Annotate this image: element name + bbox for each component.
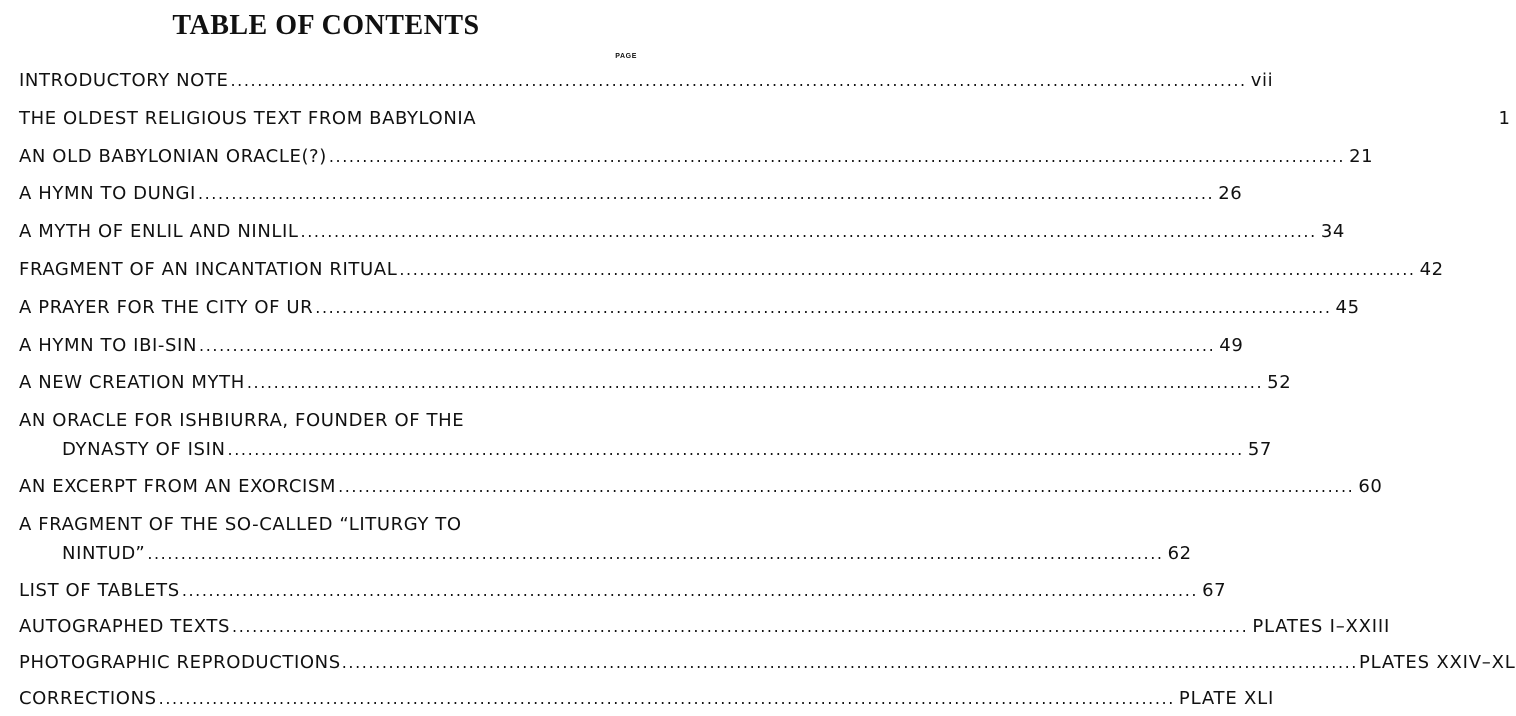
- toc-entry-title: LIST OF TABLETS: [19, 580, 180, 602]
- toc-entry-title: A NEW CREATION MYTH: [19, 372, 245, 394]
- toc-entry-page: 26: [1218, 183, 1243, 205]
- toc-entry-page: 57: [1247, 439, 1272, 461]
- leader-dots: ........................................................................................................................................................: [181, 581, 1199, 601]
- leader-dots: ........................................................................................................................................................: [246, 373, 1264, 393]
- toc-entry-title: THE OLDEST RELIGIOUS TEXT FROM BABYLONIA: [19, 107, 477, 129]
- toc-entry-page: PLATES I–XXIII: [1252, 616, 1391, 638]
- toc-entry-title: A HYMN TO DUNGI: [19, 183, 196, 205]
- toc-entry-oracle-for-ishbiurra-continued[interactable]: [62, 439, 1272, 461]
- toc-entry-hymn-to-ibi-sin[interactable]: [19, 334, 1244, 356]
- toc-entry-page: 60: [1358, 476, 1383, 498]
- toc-entry-title: PHOTOGRAPHIC REPRODUCTIONS: [19, 652, 341, 674]
- toc-entry-list-of-tablets[interactable]: [19, 580, 1227, 602]
- toc-entry-title-line1: A FRAGMENT OF THE SO-CALLED “LITURGY TO: [19, 514, 462, 536]
- toc-entry-page: 45: [1335, 296, 1360, 318]
- leader-dots: ........................................................................................................................................................: [158, 689, 1175, 708]
- leader-dots: ........................................................................................................................................................: [232, 617, 1249, 637]
- toc-entry-title: CORRECTIONS: [19, 688, 157, 709]
- toc-entry-excerpt-from-exorcism[interactable]: [19, 476, 1383, 498]
- toc-entry-page: 67: [1202, 580, 1227, 602]
- toc-entry-page: 52: [1267, 372, 1292, 394]
- toc-entry-page: 34: [1320, 221, 1345, 243]
- toc-entry-oldest-religious-text[interactable]: [19, 107, 1511, 129]
- toc-entry-page: 62: [1167, 543, 1192, 565]
- toc-entry-title: A HYMN TO IBI-SIN: [19, 334, 198, 356]
- toc-entry-title: A MYTH OF ENLIL AND NINLIL: [19, 221, 299, 243]
- toc-entry-corrections[interactable]: [19, 688, 1275, 709]
- leader-dots: ........................................................................................................................................................: [399, 259, 1416, 279]
- toc-entry-oracle-for-ishbiurra[interactable]: [19, 410, 635, 431]
- leader-dots: ........................................................................................................................................................: [227, 440, 1244, 460]
- toc-entry-title: AUTOGRAPHED TEXTS: [19, 616, 231, 638]
- toc-entry-title-line2: NINTUD”: [62, 543, 146, 565]
- toc-entry-title: AN EXCERPT FROM AN EXORCISM: [19, 476, 337, 498]
- toc-entry-page: 21: [1349, 145, 1374, 167]
- page-column-label: PAGE: [615, 53, 637, 60]
- toc-entry-title-line2: DYNASTY OF ISIN: [62, 439, 226, 461]
- toc-entry-liturgy-to-nintud[interactable]: [19, 514, 635, 535]
- toc-entry-title: A PRAYER FOR THE CITY OF UR: [19, 296, 314, 318]
- toc-entry-title: INTRODUCTORY NOTE: [19, 70, 229, 91]
- toc-entry-liturgy-to-nintud-continued[interactable]: [62, 543, 1192, 565]
- leader-dots: ........................................................................................................................................................: [328, 146, 1346, 166]
- leader-dots: ........................................................................................................................................................: [341, 653, 1358, 673]
- toc-entry-photographic-reproductions[interactable]: [19, 652, 1516, 674]
- toc-entry-page: vii: [1250, 70, 1274, 91]
- toc-entry-introductory-note[interactable]: [19, 70, 1274, 91]
- leader-dots: ........................................................................................................................................................: [315, 297, 1332, 317]
- toc-entry-prayer-for-ur[interactable]: [19, 296, 1360, 318]
- toc-entry-page: 42: [1419, 258, 1444, 280]
- toc-entry-title: FRAGMENT OF AN INCANTATION RITUAL: [19, 258, 398, 280]
- leader-dots: ........................................................................................................................................................: [197, 184, 1215, 204]
- leader-dots: ........................................................................................................................................................: [230, 71, 1247, 90]
- page-title: TABLE OF CONTENTS: [172, 10, 480, 41]
- toc-entry-new-creation-myth[interactable]: [19, 372, 1292, 394]
- toc-entry-myth-of-enlil[interactable]: [19, 221, 1345, 243]
- leader-dots: ........................................................................................................................................................: [338, 477, 1355, 497]
- toc-entry-incantation-ritual[interactable]: [19, 258, 1444, 280]
- toc-entry-title-line1: AN ORACLE FOR ISHBIURRA, FOUNDER OF THE: [19, 410, 465, 432]
- toc-entry-page: PLATE XLI: [1178, 688, 1275, 709]
- toc-entry-old-babylonian-oracle[interactable]: [19, 145, 1374, 167]
- toc-entry-autographed-texts[interactable]: [19, 616, 1391, 638]
- toc-entry-page: 1: [1498, 107, 1511, 129]
- leader-dots: ........................................................................................................................................................: [147, 544, 1164, 564]
- toc-entry-hymn-to-dungi[interactable]: [19, 183, 1243, 205]
- toc-entry-page: PLATES XXIV–XL: [1359, 652, 1516, 674]
- toc-entry-page: 49: [1219, 334, 1244, 356]
- leader-dots: ........................................................................................................................................................: [300, 222, 1317, 242]
- leader-dots: ........................................................................................................................................................: [199, 335, 1216, 355]
- toc-entry-title: AN OLD BABYLONIAN ORACLE(?): [19, 145, 327, 167]
